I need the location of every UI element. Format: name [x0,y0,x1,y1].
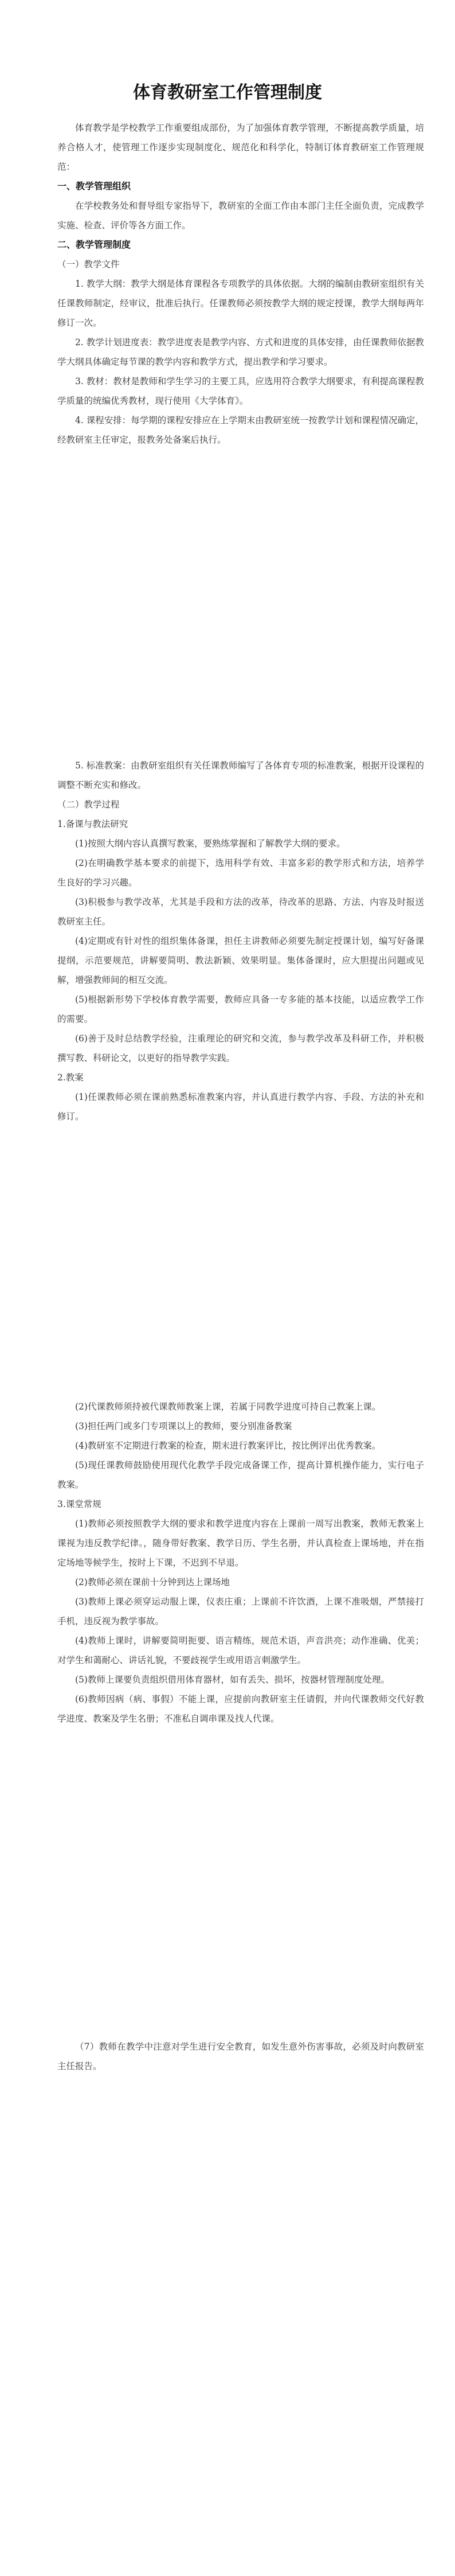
list-item: (3)积极参与教学改革，尤其是手段和方法的改革，待改革的思路、方法、内容及时报送教研室主任。 [57,897,424,927]
list-item: (1)按照大纲内容认真撰写教案，要熟练掌握和了解教学大纲的要求。 [75,838,346,849]
list-item: (5)教师上课要负责组织借用体育器材，如有丢失、损坏，按器材管理制度处理。 [75,1675,390,1685]
lesson-plan-section [57,1397,424,1728]
list-item: 1. 教学大纲：教学大纲是体育课程各专项教学的具体依据。大纲的编制由教研室组织有关任课教师制定，经审议，批准后执行。任课教师必须按教学大纲的规定授课，教学大纲每两年修订一次。 [57,279,424,328]
list-item: (1)任课教师必须在课前熟悉标准教案内容，并认真进行教学内容、手段、方法的补充和修订。 [57,1092,424,1122]
subsection-heading: 2.教案 [57,1072,84,1083]
list-item: (4)教师上课时，讲解要简明扼要、语言精练，规范术语，声音洪亮；动作准确、优美；对学生和蔼耐心、讲话礼貌，不要歧视学生或用语言刺激学生。 [57,1636,424,1665]
list-item: (6)教师因病（病、事假）不能上课，应提前向教研室主任请假，并向代课教师交代好教学进度、教案及学生名册；不准私自调串课及找人代课。 [57,1694,424,1724]
list-item: （7）教师在教学中注意对学生进行安全教育，如发生意外伤害事故，必须及时向教研室主任报告。 [57,2042,424,2071]
section-heading: 二、教学管理制度 [57,239,131,250]
subsection-heading: 3.课堂常规 [57,1499,101,1509]
list-item: (2)代课教师须持被代课教师教案上课，若属于同教学进度可持自己教案上课。 [75,1402,381,1412]
paragraph: 在学校教务处和督导组专家指导下，教研室的全面工作由本部门主任全面负责，完成教学实施、检查、评价等各方面工作。 [57,201,424,231]
list-item: (6)善于及时总结教学经验，注重理论的研究和交流，参与教学改革及科研工作，并积极撰写教、科研论文，以更好的指导教学实践。 [57,1033,424,1063]
subsection-heading: 1.备课与教法研究 [57,819,128,829]
list-item: (5)根据新形势下学校体育教学需要，教师应具备一专多能的基本技能，以适应教学工作的需要。 [57,994,424,1024]
list-item: (4)教研室不定期进行教案的检查，期末进行教案评比，按比例评出优秀教案。 [75,1441,381,1451]
list-item: 3. 教材：教材是教师和学生学习的主要工具，应选用符合教学大纲要求，有利提高课程教学质量的统编优秀教材，现行使用《大学体育》。 [57,376,424,406]
intro-paragraph: 体育教学是学校教学工作重要组成部份，为了加强体育教学管理，不断提高教学质量，培养合格人才，使管理工作逐步实现制度化、规范化和科学化，特制订体育教研室工作管理规范： [57,123,424,172]
list-item: (5)现任课教师鼓励使用现代化教学手段完成备课工作，提高计算机操作能力，实行电子教案。 [57,1460,424,1490]
list-item: (4)定期或有针对性的组织集体备课，担任主讲教师必须要先制定授课计划，编写好备课提纲，示范要规范，讲解要简明、教法新颖、效果明显。集体备课时，应大胆提出问题或见解，增强教师间的相互交流。 [57,936,424,985]
process-section [57,756,424,1126]
intro-section [57,118,424,450]
document-title: 体育教研室工作管理制度 [133,83,322,103]
list-item: (1)教师必须按照教学大纲的要求和教学进度内容在上课前一周写出教案，教师无教案上课视为违反教学纪律。，随身带好教案、教学日历、学生名册，并认真检查上课场地，并在指定场地等候学生，按时上下课，不迟到不早退。 [57,1519,424,1568]
section-heading: 一、教学管理组织 [57,181,131,192]
list-item: (2)教师必须在课前十分钟到达上课场地 [75,1577,230,1587]
list-item: (3)担任两门或多门专项课以上的教师，要分别准备教案 [75,1421,292,1431]
list-item: (2)在明确教学基本要求的前提下，选用科学有效、丰富多彩的教学形式和方法，培养学生良好的学习兴趣。 [57,858,424,888]
list-item: 2. 教学计划进度表：教学进度表是教学内容、方式和进度的具体安排，由任课教师依据教学大纲具体确定每节课的教学内容和教学方式，提出教学和学习要求。 [57,337,424,367]
list-item: 4. 课程安排：每学期的课程安排应在上学期末由教研室统一按教学计划和课程情况确定，经教研室主任审定，报教务处备案后执行。 [57,415,424,445]
list-item: 5. 标准教案：由教研室组织有关任课教师编写了各体育专项的标准教案，根据开设课程的调整不断充实和修改。 [57,760,424,790]
list-item: (3)教师上课必须穿运动服上课，仪表庄重；上课前不许饮酒，上课不准吸烟，严禁接打手机，违反视为教学事故。 [57,1597,424,1626]
subsection-heading: （二）教学过程 [57,799,120,810]
safety-section [57,2037,424,2076]
subsection-heading: （一）教学文件 [57,259,120,270]
